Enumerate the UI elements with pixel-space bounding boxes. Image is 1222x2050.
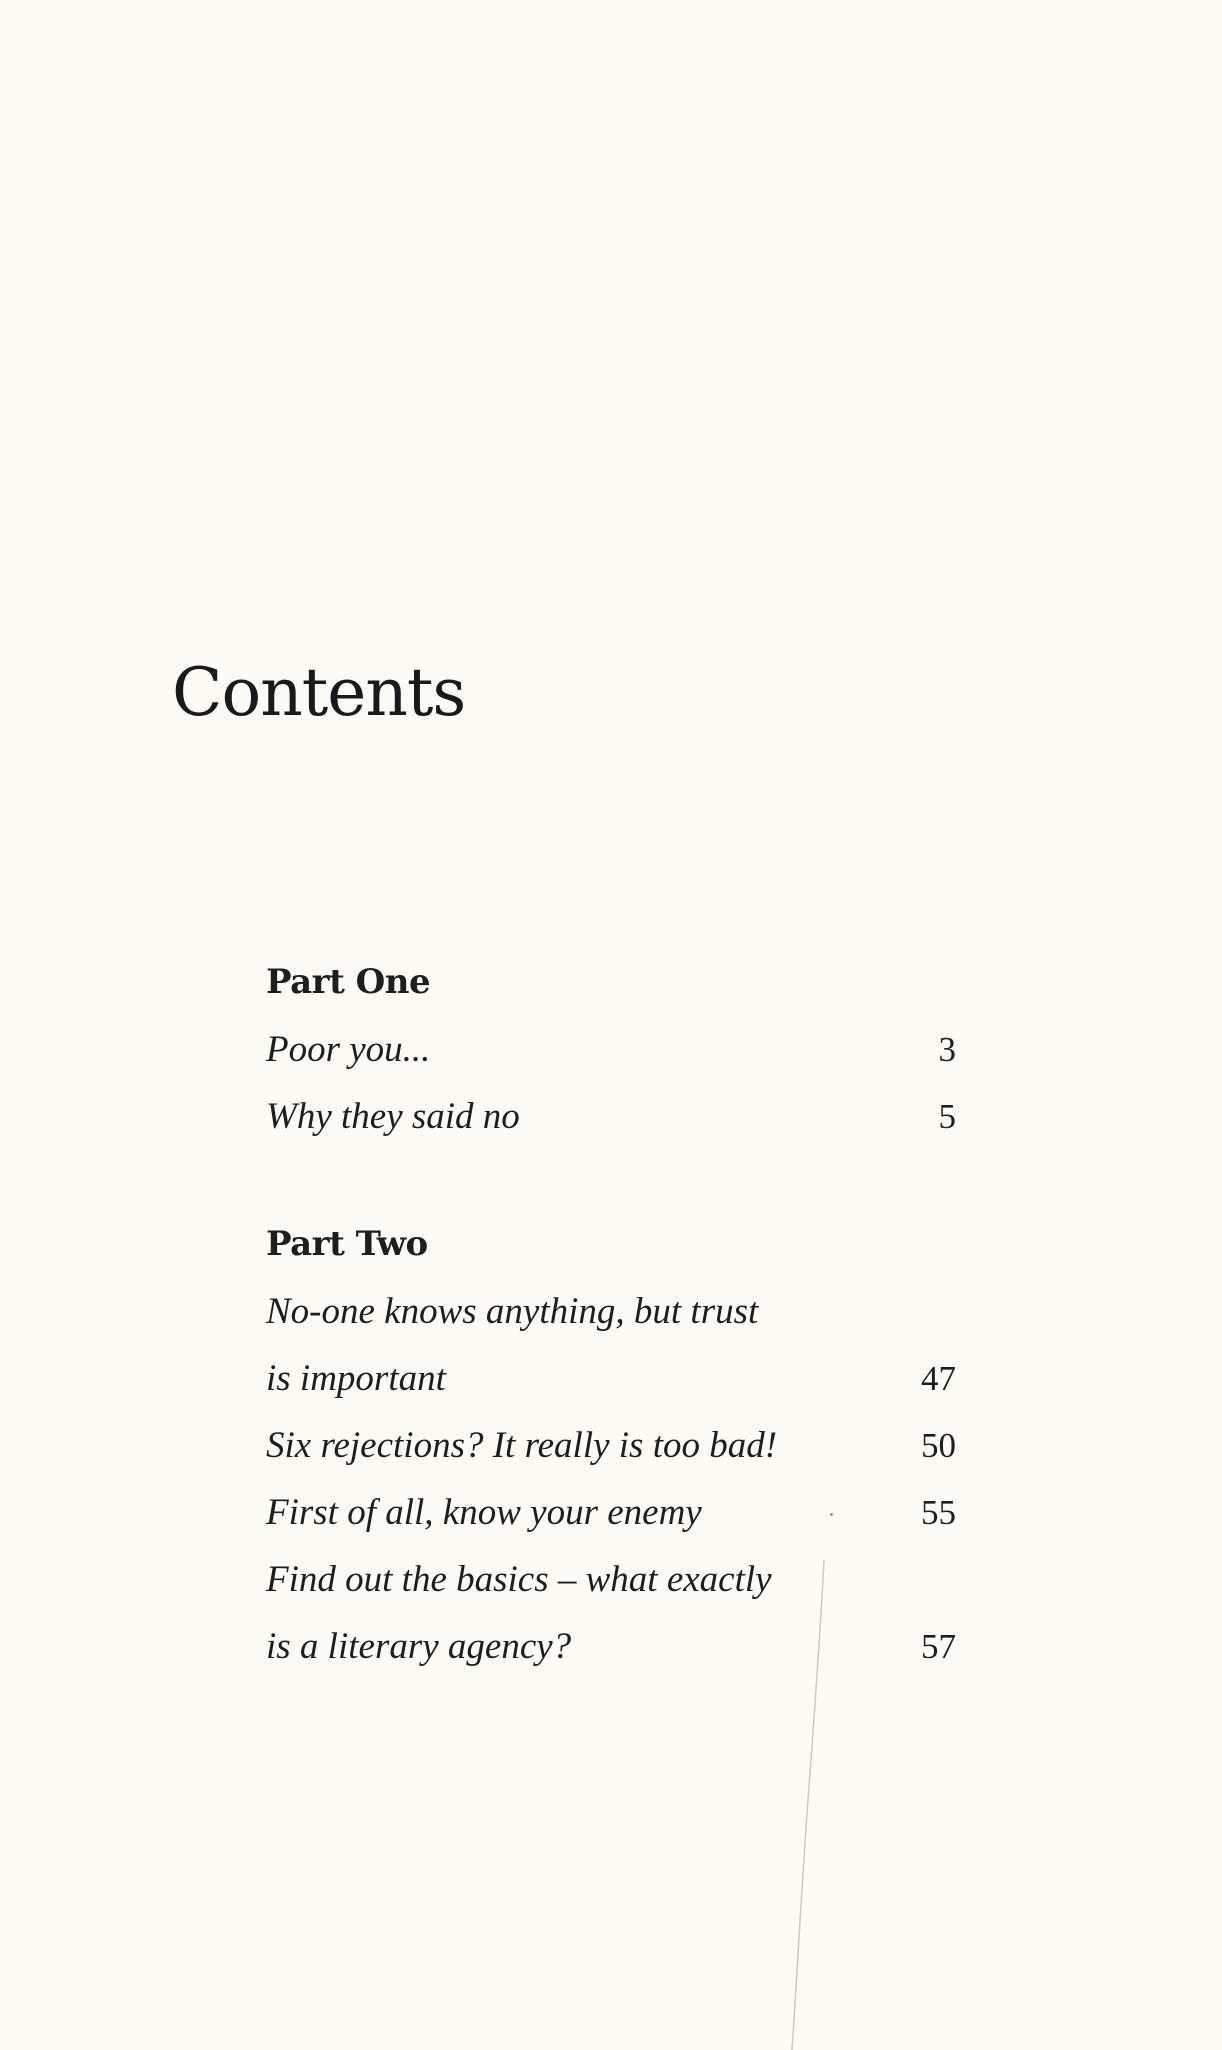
part-one-heading: Part One	[266, 962, 431, 1002]
toc-entry-title: Six rejections? It really is too bad!	[266, 1425, 778, 1466]
toc-entry	[266, 1479, 956, 1546]
toc-page-number: 3	[938, 1030, 956, 1069]
toc-entry-line	[266, 1278, 956, 1345]
paper-crease	[790, 1560, 830, 2050]
toc-page-number: 5	[938, 1097, 956, 1136]
toc-entry-title: Find out the basics – what exactly	[266, 1559, 772, 1600]
toc-entry-title-continued: is a literary agency?	[266, 1626, 572, 1667]
toc-entry-title-continued: is important	[266, 1358, 446, 1399]
toc-entry	[266, 1412, 956, 1479]
page-title: Contents	[172, 654, 466, 731]
toc-entry-title: First of all, know your enemy	[266, 1492, 702, 1533]
toc-entry-title: Why they said no	[266, 1096, 520, 1137]
table-of-contents	[266, 948, 956, 1680]
toc-page-number: 47	[921, 1359, 956, 1398]
toc-entry	[266, 1345, 956, 1412]
toc-page-number: 57	[921, 1627, 956, 1666]
toc-entry	[266, 1083, 956, 1150]
toc-page-number: 55	[921, 1493, 956, 1532]
paper-speck	[830, 1513, 833, 1516]
toc-entry-title: Poor you...	[266, 1029, 431, 1070]
toc-page-number: 50	[921, 1426, 956, 1465]
toc-entry-line	[266, 1546, 956, 1613]
toc-entry	[266, 1613, 956, 1680]
toc-entry	[266, 1016, 956, 1083]
part-two-heading: Part Two	[266, 1224, 428, 1264]
toc-entry-title: No-one knows anything, but trust	[266, 1291, 759, 1332]
